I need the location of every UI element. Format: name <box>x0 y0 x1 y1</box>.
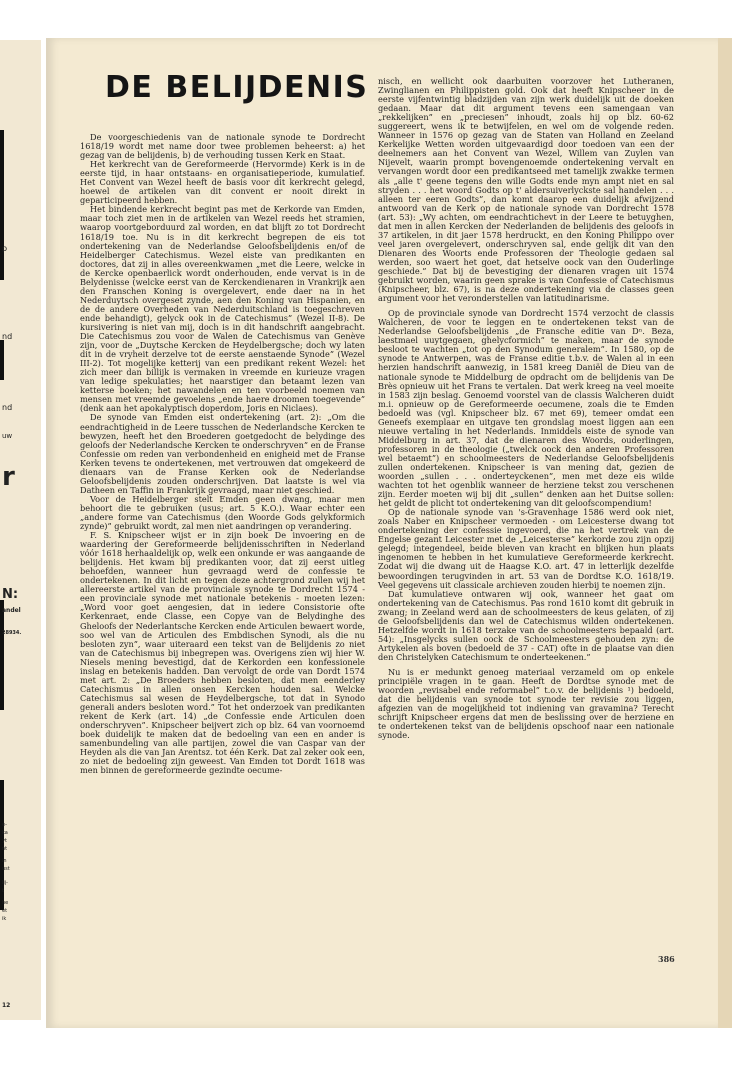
page-fragment: nt <box>2 846 8 852</box>
page-fragment: e- <box>2 822 7 828</box>
page-number: 386 <box>658 954 675 964</box>
left-text-column <box>80 133 365 775</box>
paragraph: Op de nationale synode van 's-Gravenhage 1586 werd ook niet, zoals Naber en Knipscheer vermoeden - om Leicesterse dwang tot ondertekening der confessie ingevoerd, die na het vertrek van de Engelse gezant Leicester met de „Leicesterse” kerkorde zou zijn opzij gelegd; integendeel, beide bleven van kracht en blijken hun plaats ingenomen te hebben in het kumulatieve Gereformeerde kerkrecht. Zodat wij die dwang uit de Haagse K.O. art. 47 in letterlijk dezelfde bewoordingen terugvinden in art. 53 van de Dordtse K.O. 1618/19. Veel gegevens uit classicale archieven zouden hierbij te noemen zijn. <box>378 507 674 590</box>
page-fragment: nd <box>2 332 13 341</box>
page-edge-bar <box>0 600 4 710</box>
page-fragment: et <box>2 908 8 914</box>
page-edge <box>718 38 732 1028</box>
page-fragment: r <box>2 462 15 492</box>
page-fragment: ka <box>2 830 8 836</box>
page-fragment: t <box>2 888 4 894</box>
article-title: DE BELIJDENIS <box>105 70 369 105</box>
paragraph: F. S. Knipscheer wijst er in zijn boek De invoering en de waardering der Gereformeerde belijdenisschriften in Nederland vóór 1618 herhaaldelijk op, welk een onkunde er was aangaande de belijdenis. Het kwam bij predikanten voor, dat zij eerst uitleg behoefden, wanneer hun gevraagd werd de confessie te ondertekenen. In dit licht en tegen deze achtergrond zullen wij het allereerste artikel van de provinciale synode te Dordrecht 1574 - een provinciale synode met nationale betekenis - moeten lezen: „Word voor goet aengesien, dat in iedere Consistorie ofte Kerkenraet, ende Classe, een Copye van de Belydinghe des Gheloofs der Nederlantsche Kercken ende Articulen bewaert worde, soo wel van de Articulen des Embdischen Synodi, als die nu besloten zyn”, waar uiteraard een tekst van de Belijdenis zo niet van de Catechismus bij inbegrepen was. Overigens zien wij hier W. Niesels mening bevestigd, dat de Kerkorden een konfessionele inslag en betekenis hadden. Dan vervolgt de orde van Dordt 1574 met art. 2: „De Broeders hebben besloten, dat men eenderley Catechismus in allen onsen Kercken houden sal. Welcke Catechismus sal wesen de Heydelbergsche, tot dat in Synodo generali anders besloten word.” Tot het onderzoek van predikanten rekent de Kerk (art. 14) „de Confessie ende Articulen doen onderschryven”. Knipscheer beijvert zich op blz. 64 van voornoemd boek duidelijk te maken dat de bedoeling van een en ander is samenbundeling van alle partijen, zowel die van Caspar van der Heyden als die van Jan Arentsz. tot één Kerk. Dat zal zeker ook een, zo niet de bedoeling zijn geweest. Van Emden tot Dordt 1618 was men binnen de gereformeerde gezindte oecume- <box>80 530 365 776</box>
page-fragment: yt <box>2 838 7 844</box>
page-edge-bar <box>0 130 4 280</box>
page-fragment: in <box>2 858 7 864</box>
paragraph: Voor de Heidelberger stelt Emden geen dwang, maar men behoort die te gebruiken (usus; art. 5 K.O.). Waar echter een „andere forme van Catechismus (den Woorde Gods gelykformich zynde)” gebruikt wordt, zal men niet aandringen op verandering. <box>80 493 365 532</box>
paragraph: De voorgeschiedenis van de nationale synode te Dordrecht 1618/19 wordt met name door twee problemen beheerst: a) het gezag van de belijdenis, b) de verhouding tussen Kerk en Staat. <box>80 132 365 161</box>
paragraph: Het bindende kerkrecht begint pas met de Kerkorde van Emden, maar toch ziet men in de artikelen van Wezel reeds het stramien, waarop voortgeborduurd zal worden, en dat blijft zo tot Dordrecht 1618/19 toe. Nu is in dit kerkrecht begrepen de eis tot ondertekening van de Nederlandse Geloofsbelijdenis en/of de Heidelberger Catechismus. Wezel eiste van predikanten en doctores, dat zij in alles overeenkwamen „met die Leere, welcke in de Kercke openbaerlick wordt onderhouden, ende vervat is in de Belydenisse (welcke eerst van de Kerckendienaren in Vrankrijk aen den Franschen Koning is overgelevert, ende daer na in het Nederduytsch overgeset zynde, aen den Koning van Hispanien, en de de andere Overheden van Nederduitschland is toegeschreven ende behandigt), gelyck ook in de Catechismus” (Wezel II-8). De kursivering is niet van mij, doch is in dit handschrift aangebracht. Die Catechismus zou voor de Walen de Catechismus van Genève zijn, voor de „Duytsche Kercken de Heydelbergsche; doch wy laten dit in de vryheit derzelve tot de eerste aenstaende Synode” (Wezel III-2). Tot mogelijke ketterij van een predikant rekent Wezel: het zich meer dan billijk is vermaken in vreemde en kurieuze vragen van ledige spekulaties; het naarstiger dan betaamt lezen van ketterse boeken; het nawandelen en ten voorbeeld noemen van mensen met vreemde gevoelens „ende haere droomen toegevende” (denk aan het apokalyptisch doperdom, Joris en Niclaes). <box>80 204 365 414</box>
adjacent-page-strip <box>0 40 41 1020</box>
page-fragment: 28934. <box>2 630 22 636</box>
page-fragment: he <box>2 900 9 906</box>
page-fragment: andel <box>2 607 21 614</box>
paragraph: Dat kumulatieve ontwaren wij ook, wanneer het gaat om ondertekening van de Catechismus. Pas rond 1610 komt dit gebruik in zwang; in Zeeland werd aan de schoolmeesters de keus gelaten, of zij de Geloofsbelijdenis dan wel de Catechismus wilden ondertekenen. Hetzelfde wordt in 1618 terzake van de schoolmeesters bepaald (art. 54): „Insgelycks sullen oock de Schoolmeesters gehouden zyn: de Artykelen als boven (bedoeld de 37 - CAT) ofte in de plaatse van dien den Christelyken Catechismum te onderteekenen.” <box>378 588 674 662</box>
page-fragment: ust <box>2 866 10 872</box>
paragraph: De synode van Emden eist ondertekening (art. 2): „Om die eendrachtigheid in de Leere tusschen de Nederlandsche Kercken te bewyzen, heeft het den Broederen goetgedocht de belydinge des geloofs der Nederlandsche Kercken te onderschryven” en de Franse Confessie om reden van verbondenheid en enigheid met de Franse Kerken tevens te ondertekenen, met vertrouwen dat omgekeerd de dienaars van de Franse Kerken ook de Nederlandse Geloofsbelijdenis zouden onderschrijven. Dat laatste is wel via Datheen en Taffin in Frankrijk gevraagd, maar niet geschied. <box>80 412 365 495</box>
page-fragment: 12 <box>2 1002 11 1009</box>
page-fragment: N: <box>2 587 19 602</box>
right-text-column <box>378 77 674 740</box>
page-fragment: nd <box>2 403 13 412</box>
page-fragment: uw <box>2 432 13 440</box>
page-fragment: lij- <box>2 880 8 886</box>
page-fragment: ik <box>2 916 7 922</box>
paragraph: nisch, en wellicht ook daarbuiten voorzover het Lutheranen, Zwinglianen en Philippisten gold. Ook dat heeft Knipscheer in de eerste vijfentwintig bladzijden van zijn werk duidelijk uit de doeken gedaan. Maar dat dit argument tevens een samengaan van „rekkelijken” en „preciesen” inhoudt, zoals hij op blz. 60-62 suggereert, wens ik te betwijfelen, en wel om de volgende reden. Wanneer in 1576 op gezag van de Staten van Holland en Zeeland Kerkelijke Wetten worden uitgevaardigd door toedoen van een der deelnemers aan het Convent van Wezel, Willem van Zuylen van Nijevelt, waarin prompt bovengenoemde ondertekening vervalt en vervangen wordt door een predikantseed met tamelijk zwakke termen als „alle t' geene tegens den wille Godts ende myn ampt niet en sal stryden . . . het woord Godts op t' aldersuiverlyckste sal handelen . . . alleen ter eeren Godts”, dan komt daarop een duidelijk afwijzend antwoord van de Kerk op de nationale synode van Dordrecht 1578 (art. 53): „Wy achten, om eendrachtichevt in der Leere te betuyghen, dat men in allen Kercken der Nederlanden de belijdenis des geloofs in 37 artikelen, in dit jaer 1578 herdruckt, en den Koning Philippo over veel jaren overgelevert, onderschryven sal, ende gelijk dit van den Dienaren des Woorts ende Professoren der Theologie gedaen sal werden, soo waert het goet, dat hetselve oock van den Ouderlinge geschiede.” Dat bij de bevestiging der dienaren vragen uit 1574 gebruikt worden, waarin geen sprake is van Confessie of Catechismus (Knipscheer, blz. 67), is na deze ondertekening via de classes geen argument voor het veronderstellen van latitudinarisme. <box>378 76 674 304</box>
page-edge-bar <box>0 340 4 380</box>
page-fragment: p <box>2 244 8 253</box>
paragraph: Op de provinciale synode van Dordrecht 1574 verzocht de classis Walcheren, de voor te leggen en te ondertekenen tekst van de Nederlandse Geloofsbelijdenis „de Fransche editie van Dⁿ. Beza, laestmael uuytgegaen, ghelycformich” te maken, maar de synode besloot te wachten „tot op den Synodum generalem”. In 1580, op de synode te Antwerpen, was de Franse editie t.b.v. de Walen al in een herzien handschrift aanwezig, in 1581 kreeg Daniël de Dieu van de nationale synode te Middelburg de opdracht om de belijdenis van De Brès opnieuw uit het Frans te vertalen. Dat werk kreeg na veel moeite in 1583 zijn beslag. Genoemd voorstel van de classis Walcheren duidt m.i. opnieuw op de Gereformeerde oecumene, zoals die te Emden bedoeld was (vgl. Knipscheer blz. 67 met 69), temeer omdat een Geneefs exemplaar en uitgave ten grondslag moest liggen aan een nieuwe vertaling in het Nederlands. Inmiddels eiste de synode van Middelburg in art. 37, dat de dienaren des Woords, ouderlingen, professoren in de theologie („twelck oock den anderen Professoren wel betaemt”) en schoolmeesters de Nederlandse Geloofsbelijdenis zullen ondertekenen. Knipscheer is van mening dat, gezien de woorden „sullen . . . onderteyckenen”, men met deze eis wilde wachten tot het ogenblik wanneer de herziene tekst zou verschenen zijn. Eerder moeten wij bij dit „sullen” denken aan het Duitse sollen: het geldt de plicht tot ondertekening van dit geloofscompendium! <box>378 308 674 509</box>
paragraph: Nu is er medunkt genoeg materiaal verzameld om op enkele principiële vragen in te gaan. Heeft de Dordtse synode met de woorden „revisabel ende reformabel” t.o.v. de belijdenis ¹) bedoeld, dat die belijdenis van synode tot synode ter revisie zou liggen, afgezien van de mogelijkheid tot indiening van gravamina? Terecht schrijft Knipscheer ergens dat men de beslissing over de herziene en te ondertekenen tekst van de belijdenis opschoof naar een nationale synode. <box>378 667 674 741</box>
paragraph: Het kerkrecht van de Gereformeerde (Hervormde) Kerk is in de eerste tijd, in haar ontstaans- en organisatieperiode, kumulatief. Het Convent van Wezel heeft de basis voor dit kerkrecht gelegd, hoewel de artikelen van dit convent er nooit direkt in geparticipeerd hebben. <box>80 159 365 206</box>
